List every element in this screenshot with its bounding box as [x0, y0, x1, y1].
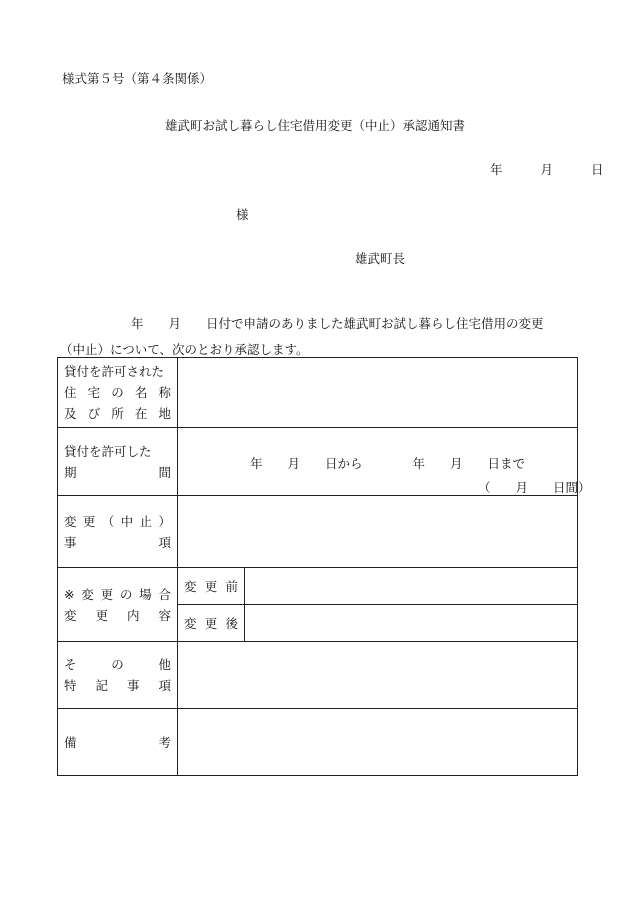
table-row-change-before [58, 568, 578, 605]
period-label-cell [58, 428, 178, 496]
date-line [490, 160, 603, 178]
period-label-line-1: 貸付を許可した [64, 443, 152, 459]
date-day-label: 日 [590, 162, 604, 177]
approval-details-table [57, 357, 591, 776]
period-range-text: 年 月 日から 年 月 日まで [250, 456, 526, 471]
housing-label-line-2: 住 宅 の 名 称 [64, 382, 171, 403]
housing-label-line-3: 及 び 所 在 地 [64, 406, 171, 421]
period-value-cell[interactable] [178, 428, 591, 496]
table-row-housing [58, 358, 578, 428]
document-title: 雄武町お試し暮らし住宅借用変更（中止）承認通知書 [164, 118, 465, 133]
housing-value-cell[interactable] [178, 358, 578, 428]
other-notes-label-cell [58, 642, 178, 709]
change-item-value-cell[interactable] [178, 496, 578, 568]
table-row-remarks [58, 709, 578, 776]
table-row-other-notes [58, 642, 578, 709]
housing-label-line-1: 貸付を許可された [64, 364, 165, 379]
change-after-value-cell[interactable] [245, 605, 578, 642]
change-after-label: 変 更 後 [184, 615, 238, 631]
change-content-label-cell [58, 568, 178, 642]
change-content-label-line-2: 変 更 内 容 [64, 607, 171, 623]
date-year-label: 年 [490, 162, 503, 177]
change-item-label-line-1: 変 更 （ 中 止 ） [64, 513, 171, 529]
remarks-value-cell[interactable] [178, 709, 578, 776]
period-days-text: （ 月 日間） [478, 480, 591, 495]
change-item-label-cell [58, 496, 178, 568]
housing-label-cell [58, 358, 178, 428]
change-before-value-cell[interactable] [245, 568, 578, 605]
remarks-label-cell [58, 709, 178, 776]
period-label-line-2: 期 間 [64, 464, 171, 480]
date-month-label: 月 [540, 162, 553, 177]
addressee-suffix: 様 [236, 207, 249, 222]
other-notes-value-cell[interactable] [178, 642, 578, 709]
remarks-label: 備 考 [64, 734, 171, 750]
issuer-name: 雄武町長 [355, 251, 406, 266]
body-text-line-2: （中止）について、次のとおり承認します。 [60, 342, 309, 357]
change-before-label-cell [178, 568, 245, 605]
other-notes-label-line-2: 特 記 事 項 [64, 678, 171, 693]
change-after-label-cell [178, 605, 245, 642]
other-notes-label-line-1: そ の 他 [64, 657, 171, 672]
table-row-period [58, 428, 578, 496]
table-row-change-item [58, 496, 578, 568]
form-number: 様式第５号（第４条関係） [62, 71, 213, 86]
change-before-label: 変 更 前 [184, 578, 238, 594]
change-item-label-line-2: 事 項 [64, 534, 171, 550]
housing-label-char: 住 [64, 385, 77, 400]
body-text-line-1: 年 月 日付で申請のありました雄武町お試し暮らし住宅借用の変更 [131, 316, 544, 331]
change-content-label-line-1: ※ 変 更 の 場 合 [64, 586, 171, 602]
